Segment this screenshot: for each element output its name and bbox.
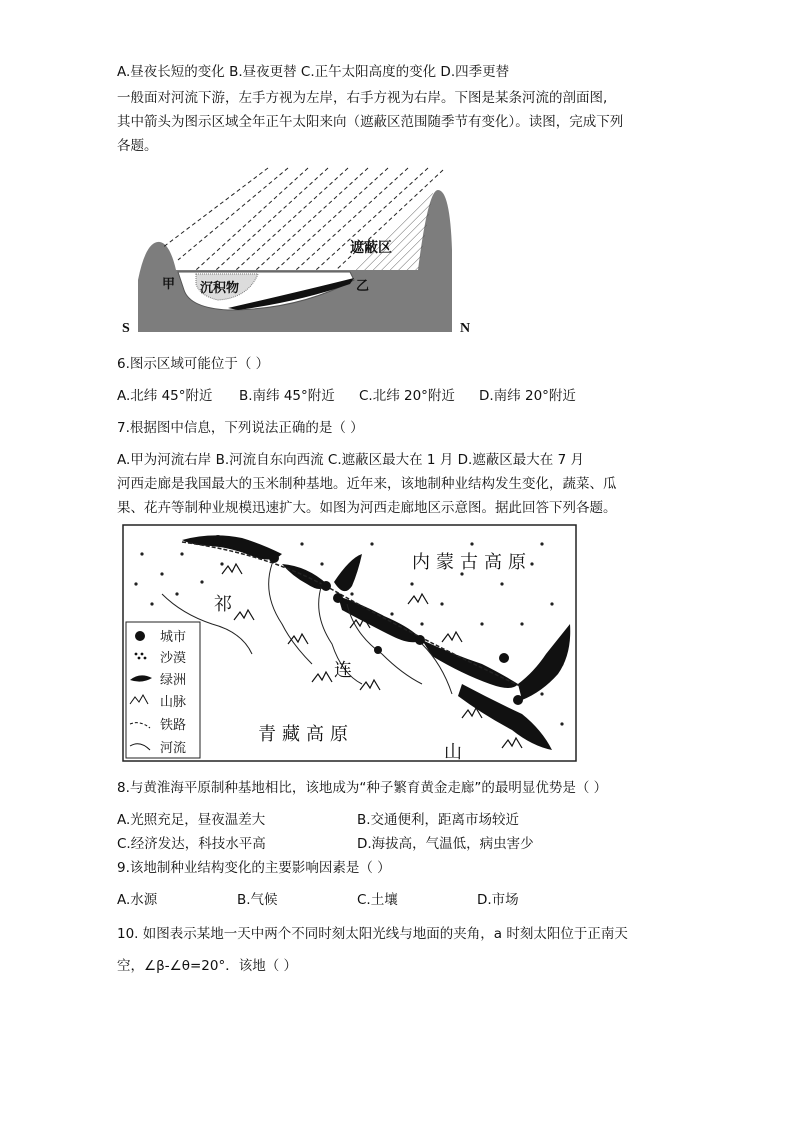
q7-options: A.甲为河流右岸 B.河流自东向西流 C.遮蔽区最大在 1 月 D.遮蔽区最大在 7 月 (117, 452, 584, 468)
label-lian: 连 (334, 660, 352, 681)
q6-option-c: C.北纬 20°附近 (359, 388, 455, 404)
label-s: S (122, 321, 130, 336)
passage2-line2: 果、花卉等制种业规模迅速扩大。如图为河西走廊地区示意图。据此回答下列各题。 (117, 500, 617, 516)
map-legend (126, 622, 200, 758)
q9-stem: 9.该地制种业结构变化的主要影响因素是（ ） (117, 860, 391, 876)
q8-options-row2 (117, 834, 534, 854)
q6-options (117, 386, 576, 406)
q6-option-b: B.南纬 45°附近 (239, 388, 335, 404)
q8-option-b: B.交通便利，距离市场较近 (357, 812, 520, 828)
q5-options: A.昼夜长短的变化 B.昼夜更替 C.正午太阳高度的变化 D.四季更替 (117, 64, 510, 80)
q9-options (117, 890, 519, 910)
label-inner-mongolia: 内蒙古高原 (412, 552, 532, 573)
label-shade: 遮蔽区 (350, 239, 392, 255)
q7-stem: 7.根据图中信息，下列说法正确的是（ ） (117, 420, 364, 436)
passage1-line2: 其中箭头为图示区域全年正午太阳来向（遮蔽区范围随季节有变化）。读图，完成下列 (117, 114, 624, 130)
q9-option-d: D.市场 (477, 892, 519, 908)
legend-river: 河流 (160, 741, 187, 756)
legend-desert: 沙漠 (160, 651, 187, 666)
hexi-corridor-map (122, 524, 577, 762)
passage2-line1: 河西走廊是我国最大的玉米制种基地。近年来，该地制种业结构发生变化，蔬菜、瓜 (117, 476, 617, 492)
label-qingzang: 青藏高原 (258, 724, 354, 745)
q8-options-row1 (117, 810, 519, 830)
label-yi: 乙 (356, 278, 370, 293)
label-qi: 祁 (214, 594, 232, 615)
q8-option-d: D.海拔高，气温低，病虫害少 (357, 836, 534, 852)
q6-stem: 6.图示区域可能位于（ ） (117, 356, 270, 372)
q8-option-a: A.光照充足，昼夜温差大 (117, 812, 266, 828)
label-n: N (460, 321, 471, 336)
passage1-line3: 各题。 (117, 138, 158, 154)
city-legend-icon (135, 631, 145, 641)
q9-option-b: B.气候 (237, 892, 278, 908)
label-sediment: 沉积物 (200, 280, 240, 295)
legend-mountain: 山脉 (160, 695, 187, 710)
q8-option-c: C.经济发达，科技水平高 (117, 836, 266, 852)
q9-option-a: A.水源 (117, 892, 158, 908)
legend-city: 城市 (160, 630, 187, 645)
q10-line2: 空，∠β-∠θ=20°．该地（ ） (117, 958, 297, 974)
legend-oasis: 绿洲 (160, 673, 187, 688)
legend-railway: 铁路 (160, 718, 187, 733)
passage1-line1: 一般面对河流下游，左手方视为左岸，右手方视为右岸。下图是某条河流的剖面图, (117, 90, 608, 106)
q8-stem: 8.与黄淮海平原制种基地相比，该地成为“种子繁育黄金走廊”的最明显优势是（ ） (117, 780, 608, 796)
q10-line1: 10. 如图表示某地一天中两个不同时刻太阳光线与地面的夹角，a 时刻太阳位于正南天 (117, 926, 628, 942)
label-jia: 甲 (162, 276, 176, 291)
label-shan: 山 (444, 742, 462, 762)
q6-option-a: A.北纬 45°附近 (117, 388, 213, 404)
q6-option-d: D.南纬 20°附近 (479, 388, 576, 404)
river-profile-figure (118, 160, 488, 340)
q9-option-c: C.土壤 (357, 892, 398, 908)
